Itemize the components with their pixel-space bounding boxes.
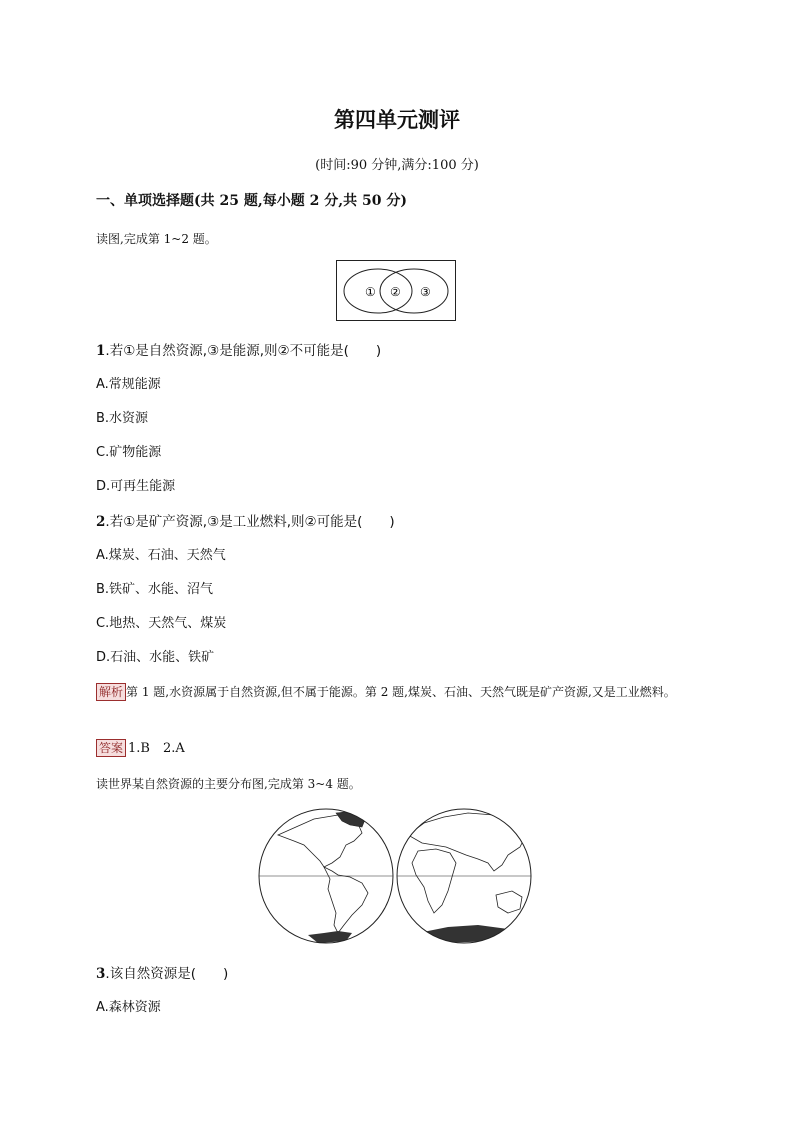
venn-label-3: ③	[420, 285, 431, 299]
q1-option-c[interactable]: C.矿物能源	[96, 445, 162, 460]
intro-q3-4: 读世界某自然资源的主要分布图,完成第 3~4 题。	[96, 777, 361, 791]
question-3: 3.该自然资源是( )	[96, 966, 229, 982]
explanation-text: 第 1 题,水资源属于自然资源,但不属于能源。第 2 题,煤炭、石油、天然气既是矿产资源,又是工业燃料。	[126, 685, 676, 699]
q1-option-d[interactable]: D.可再生能源	[96, 479, 176, 494]
q2-option-d[interactable]: D.石油、水能、铁矿	[96, 650, 215, 665]
explanation	[96, 681, 696, 703]
intro-q1-2: 读图,完成第 1~2 题。	[96, 232, 217, 246]
western-hemisphere	[278, 811, 368, 943]
page-title: 第四单元测评	[334, 108, 460, 132]
answer	[96, 737, 185, 757]
section-heading: 一、单项选择题(共 25 题,每小题 2 分,共 50 分)	[96, 193, 407, 209]
exam-info: (时间:90 分钟,满分:100 分)	[315, 158, 479, 173]
answer-text: 1.B 2.A	[128, 741, 185, 756]
venn-circle-left	[344, 269, 412, 313]
q2-option-c[interactable]: C.地热、天然气、煤炭	[96, 616, 227, 631]
venn-label-1: ①	[365, 285, 376, 299]
question-1: 1.若①是自然资源,③是能源,则②不可能是( )	[96, 343, 382, 359]
venn-label-2: ②	[390, 285, 401, 299]
venn-diagram	[336, 260, 456, 322]
q3-option-a[interactable]: A.森林资源	[96, 1000, 161, 1015]
q1-option-b[interactable]: B.水资源	[96, 411, 149, 426]
q1-option-a[interactable]: A.常规能源	[96, 377, 161, 392]
world-hemisphere-map	[258, 805, 538, 947]
answer-tag: 答案	[96, 739, 126, 757]
q2-option-b[interactable]: B.铁矿、水能、沼气	[96, 582, 214, 597]
q2-option-a[interactable]: A.煤炭、石油、天然气	[96, 548, 226, 563]
question-2: 2.若①是矿产资源,③是工业燃料,则②可能是( )	[96, 514, 395, 530]
explanation-tag: 解析	[96, 683, 126, 701]
eastern-hemisphere	[408, 813, 526, 943]
